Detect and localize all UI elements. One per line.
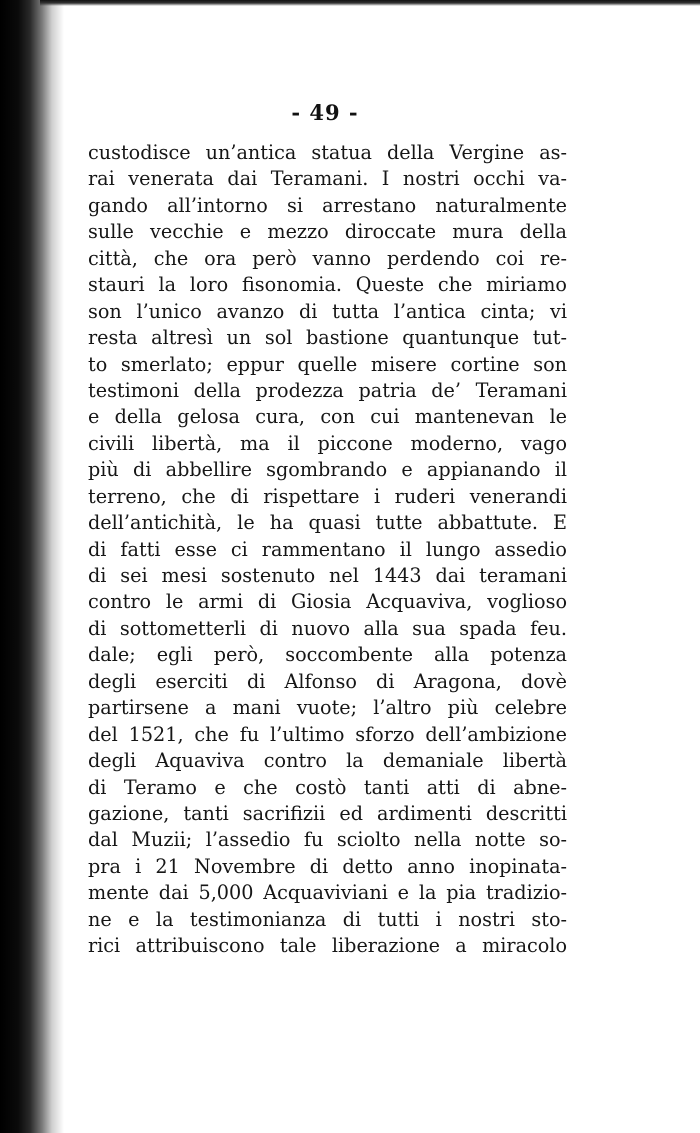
text-line: pra i 21 Novembre di detto anno inopinata-: [88, 854, 567, 878]
text-line: stauri la loro fisonomia. Queste che miriamo: [88, 273, 567, 297]
text-line: contro le armi di Giosia Acquaviva, voglioso: [88, 590, 567, 614]
text-line: resta altresì un sol bastione quantunque tut-: [88, 326, 567, 350]
text-line: son l’unico avanzo di tutta l’antica cinta; vi: [88, 299, 567, 323]
text-line: di sei mesi sostenuto nel 1443 dai teramani: [88, 564, 567, 587]
text-line: di Teramo e che costò tanti atti di abne-: [88, 775, 567, 799]
text-line: più di abbellire sgombrando e appianando il: [88, 458, 567, 482]
text-line: gando all’intorno si arrestano naturalmente: [88, 193, 567, 217]
body-text: [88, 140, 567, 960]
text-line: degli eserciti di Alfonso di Aragona, dovè: [88, 669, 567, 693]
text-line: testimoni della prodezza patria de’ Teramani: [88, 378, 567, 402]
text-line: rai venerata dai Teramani. I nostri occhi va-: [88, 167, 567, 191]
text-line: del 1521, che fu l’ultimo sforzo dell’ambizione: [88, 722, 567, 746]
text-line: di sottometterli di nuovo alla sua spada feu.: [88, 616, 567, 640]
text-line: città, che ora però vanno perdendo coi re-: [88, 246, 567, 270]
text-line: civili libertà, ma il piccone moderno, vago: [88, 431, 567, 455]
text-line: custodisce un’antica statua della Vergine as-: [88, 141, 567, 164]
text-line: dale; egli però, soccombente alla potenza: [88, 643, 567, 667]
text-line: to smerlato; eppur quelle misere cortine son: [88, 352, 567, 376]
text-line: dal Muzii; l’assedio fu sciolto nella notte so-: [88, 828, 567, 852]
text-line: rici attribuiscono tale liberazione a miracolo: [88, 934, 567, 958]
text-line: ne e la testimonianza di tutti i nostri sto-: [88, 907, 567, 931]
text-line: mente dai 5,000 Acquaviviani e la pia tradizio-: [88, 881, 567, 905]
scan-binding-shadow: [0, 0, 70, 1133]
text-line: e della gelosa cura, con cui mantenevan le: [88, 405, 567, 429]
text-line: sulle vecchie e mezzo diroccate mura della: [88, 220, 567, 244]
text-line: gazione, tanti sacrifizii ed ardimenti descritti: [88, 801, 567, 825]
text-line: degli Aquaviva contro la demaniale libertà: [88, 749, 567, 773]
text-line: di fatti esse ci rammentano il lungo assedio: [88, 537, 567, 561]
scan-top-edge: [40, 0, 700, 6]
text-line: dell’antichità, le ha quasi tutte abbattute. E: [88, 511, 567, 535]
text-line: terreno, che di rispettare i ruderi venerandi: [88, 484, 567, 508]
page-number: - 49 -: [291, 100, 359, 125]
text-line: partirsene a mani vuote; l’altro più celebre: [88, 696, 567, 720]
